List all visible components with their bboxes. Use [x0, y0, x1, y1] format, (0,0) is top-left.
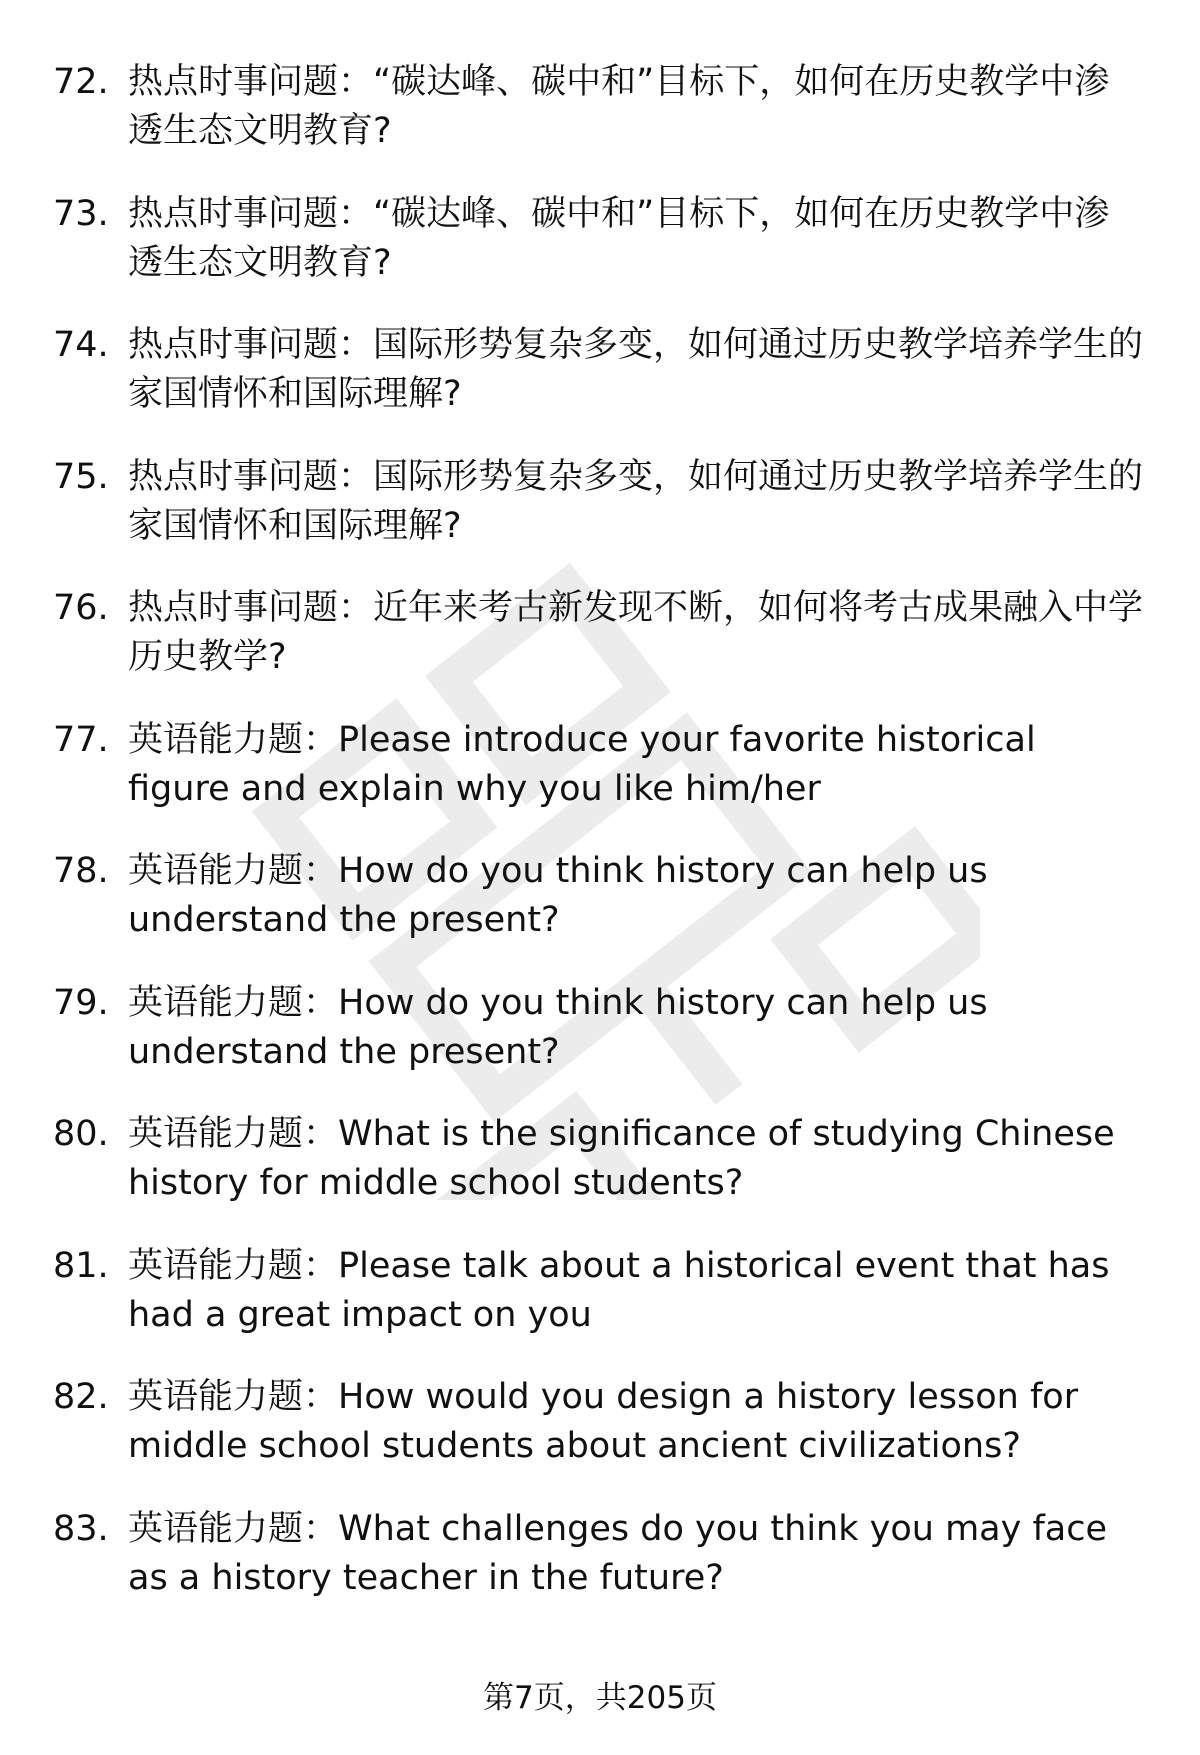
- question-number: 72.: [53, 62, 109, 102]
- question-text: 英语能力题：How do you think history can help us understand the present?: [128, 982, 988, 1072]
- question-number: 80.: [53, 1114, 109, 1154]
- question-number: 79.: [53, 982, 109, 1023]
- question-text: 热点时事问题：近年来考古新发现不断，如何将考古成果融入中学历史教学?: [128, 588, 1144, 677]
- question-item: [0, 190, 1200, 322]
- question-item: [0, 716, 1200, 848]
- question-item: [0, 1373, 1200, 1505]
- question-item: [0, 1110, 1200, 1242]
- question-item: [0, 847, 1200, 979]
- question-number: 83.: [53, 1508, 109, 1549]
- question-number: 75.: [53, 456, 109, 497]
- question-text: 英语能力题：How would you design a history lesson for middle school students about ancient civilizations?: [128, 1377, 1079, 1466]
- question-text: 热点时事问题：国际形势复杂多变，如何通过历史教学培养学生的家国情怀和国际理解?: [128, 456, 1144, 546]
- question-number: 77.: [53, 719, 109, 760]
- question-text: 英语能力题：What is the significance of studying Chinese history for middle school students?: [128, 1114, 1115, 1203]
- question-text: 热点时事问题：国际形势复杂多变，如何通过历史教学培养学生的家国情怀和国际理解?: [128, 325, 1144, 414]
- question-text: 热点时事问题：“碳达峰、碳中和”目标下，如何在历史教学中渗透生态文明教育?: [128, 62, 1110, 151]
- question-item: [0, 58, 1200, 190]
- question-list: [0, 58, 1200, 1636]
- question-text: 英语能力题：Please introduce your favorite historical figure and explain why you like him/her: [128, 719, 1036, 809]
- question-number: 76.: [53, 588, 109, 628]
- page-footer: 第7页，共205页: [483, 1680, 717, 1716]
- question-text: 英语能力题：How do you think history can help us understand the present?: [128, 851, 988, 940]
- question-number: 81.: [53, 1245, 109, 1286]
- question-number: 82.: [53, 1377, 109, 1417]
- question-item: [0, 321, 1200, 453]
- question-text: 英语能力题：Please talk about a historical event that has had a great impact on you: [128, 1245, 1110, 1335]
- question-item: [0, 1505, 1200, 1637]
- question-number: 74.: [53, 325, 109, 365]
- question-item: [0, 1242, 1200, 1374]
- question-item: [0, 453, 1200, 585]
- question-text: 热点时事问题：“碳达峰、碳中和”目标下，如何在历史教学中渗透生态文明教育?: [128, 193, 1110, 283]
- question-item: [0, 979, 1200, 1111]
- question-text: 英语能力题：What challenges do you think you may face as a history teacher in the future?: [128, 1508, 1107, 1598]
- question-item: [0, 584, 1200, 716]
- question-number: 78.: [53, 851, 109, 891]
- question-number: 73.: [53, 193, 109, 234]
